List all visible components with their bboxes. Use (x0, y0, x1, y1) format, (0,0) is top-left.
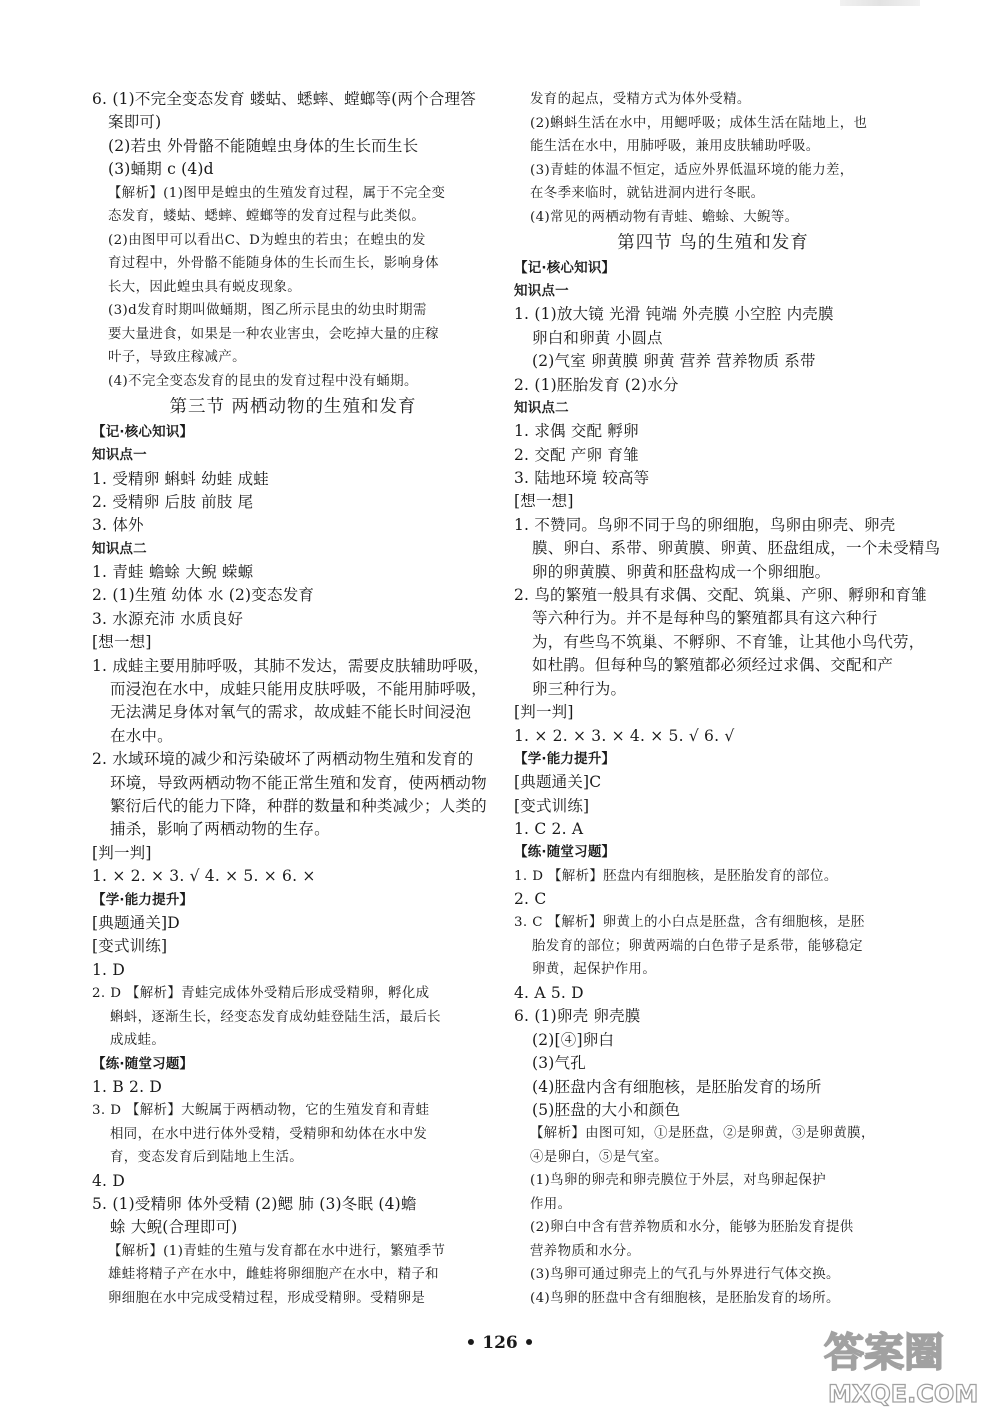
text-line: (4)常见的两栖动物有青蛙、蟾蜍、大鲵等。 (530, 209, 799, 225)
text-line: 在水中。 (110, 726, 173, 745)
section-label: 知识点二 (92, 540, 147, 557)
section-heading: 第四节 鸟的生殖和发育 (617, 233, 809, 253)
text-line: 2. (1)胚胎发育 (2)水分 (514, 375, 679, 394)
text-line: (3)鸟卵可通过卵壳上的气孔与外界进行气体交换。 (530, 1267, 840, 1283)
text-line: 1. D 【解析】胚盘内有细胞核，是胚胎发育的部位。 (514, 868, 838, 884)
text-line: 1. C 2. A (514, 819, 584, 838)
section-label: 【记·核心知识】 (92, 424, 194, 441)
text-line: [想一想] (92, 633, 152, 652)
text-line: 3. 水源充沛 水质良好 (92, 609, 244, 628)
text-line: (2)若虫 外骨骼不能随蝗虫身体的生长而生长 (108, 136, 419, 155)
text-line: (5)胚盘的大小和颜色 (532, 1100, 681, 1119)
section-label: 【学·能力提升】 (514, 750, 616, 767)
text-line: 胎发育的部位；卵黄两端的白色带子是系带，能够稳定 (532, 938, 863, 954)
text-line: 1. 青蛙 蟾蜍 大鲵 蝾螈 (92, 562, 254, 581)
text-line: 1. × 2. × 3. × 4. × 5. √ 6. √ (514, 726, 735, 745)
section-label: 【学·能力提升】 (92, 891, 194, 908)
text-line: [判一判] (92, 843, 152, 862)
text-line: 在冬季来临时，就钻进洞内进行冬眠。 (530, 186, 765, 201)
text-line: 1. 受精卵 蝌蚪 幼蛙 成蛙 (92, 469, 269, 488)
text-line: 育过程中，外骨骼不能随身体的生长而生长，影响身体 (108, 256, 439, 272)
text-line: 膜、卵白、系带、卵黄膜、卵黄、胚盘组成，一个未受精鸟 (532, 539, 941, 558)
scan-mark (840, 0, 920, 6)
text-line: 1. 不赞同。鸟卵不同于鸟的卵细胞，鸟卵由卵壳、卵壳 (514, 515, 896, 534)
text-line: 成成蛙。 (110, 1033, 166, 1049)
text-line: 雄蛙将精子产在水中，雌蛙将卵细胞产在水中，精子和 (108, 1267, 439, 1283)
text-line: (2)[④]卵白 (532, 1030, 615, 1049)
text-line: 而浸泡在水中，成蛙只能用皮肤呼吸，不能用肺呼吸， (110, 679, 487, 698)
text-line: 环境，导致两栖动物不能正常生殖和发育，使两栖动物 (110, 773, 487, 792)
section-heading: 第三节 两栖动物的生殖和发育 (169, 397, 417, 418)
text-line: 2. C (514, 890, 547, 909)
section-label: 知识点一 (514, 283, 569, 300)
right-column (514, 88, 941, 1310)
text-line: 2. 鸟的繁殖一般具有求偶、交配、筑巢、产卵、孵卵和育雏 (514, 586, 927, 605)
text-line: (4)不完全变态发育的昆虫的发育过程中没有蛹期。 (108, 373, 418, 389)
text-line: 蜍 大鲵(合理即可) (110, 1218, 238, 1237)
text-line: [想一想] (514, 492, 574, 511)
text-line: 2. 受精卵 后肢 前肢 尾 (92, 492, 254, 511)
text-line: 态发育，蝼蛄、蟋蟀、螳螂等的发育过程与此类似。 (108, 209, 426, 225)
watermark-logo-text: 答案圈 (824, 1330, 944, 1376)
text-line: (2)卵白中含有营养物质和水分，能够为胚胎发育提供 (530, 1220, 854, 1236)
text-line: (4)鸟卵的胚盘中含有细胞核，是胚胎发育的场所。 (530, 1290, 840, 1306)
text-line: 营养物质和水分。 (530, 1243, 641, 1259)
text-line: 长大，因此蝗虫具有蜕皮现象。 (108, 279, 302, 295)
text-line: 无法满足身体对氧气的需求，故成蛙不能长时间浸泡 (110, 703, 472, 722)
text-line: 3. C 【解析】卵黄上的小白点是胚盘，含有细胞核，是胚 (514, 915, 865, 931)
section-label: 【练·随堂习题】 (514, 844, 616, 861)
text-line: 5. (1)受精卵 体外受精 (2)鳃 肺 (3)冬眠 (4)蟾 (92, 1195, 417, 1214)
text-line: 发育的起点，受精方式为体外受精。 (530, 92, 751, 107)
text-line: 4. A 5. D (514, 983, 584, 1002)
text-line: [典题通关]C (514, 773, 602, 792)
text-line: 2. 交配 产卵 育雏 (514, 445, 639, 464)
text-line: (3)气孔 (532, 1054, 586, 1073)
text-line: 1. (1)放大镜 光滑 钝端 外壳膜 小空腔 内壳膜 (514, 305, 834, 324)
text-line: (2)气室 卵黄膜 卵黄 营养 营养物质 系带 (532, 352, 816, 371)
text-line: (3)蛹期 c (4)d (108, 160, 214, 179)
section-label: 【记·核心知识】 (514, 260, 616, 276)
text-line: 2. (1)生殖 幼体 水 (2)变态发育 (92, 586, 315, 605)
page-number: • 126 • (465, 1333, 535, 1353)
text-line: [判一判] (514, 703, 574, 722)
text-line: (3)d发育时期叫做蛹期，图乙所示昆虫的幼虫时期需 (108, 303, 427, 319)
text-line: 2. D 【解析】青蛙完成体外受精后形成受精卵，孵化成 (92, 986, 430, 1002)
text-line: 【解析】(1)青蛙的生殖与发育都在水中进行，繁殖季节 (108, 1243, 446, 1259)
watermark-url: MXQE.COM (828, 1380, 979, 1408)
section-label: 知识点二 (514, 400, 569, 417)
text-line: (3)青蛙的体温不恒定，适应外界低温环境的能力差， (530, 162, 854, 178)
text-line: 繁衍后代的能力下降，种群的数量和种类减少；人类的 (110, 797, 487, 816)
text-line: [典题通关]D (92, 913, 180, 932)
text-line: 卵黄，起保护作用。 (532, 962, 657, 978)
text-line: 卵三种行为。 (532, 679, 627, 698)
text-line: 3. 陆地环境 较高等 (514, 469, 650, 488)
text-line: 6. (1)卵壳 卵壳膜 (514, 1007, 641, 1026)
text-line: 3. 体外 (92, 516, 144, 535)
text-line: 案即可) (108, 113, 162, 132)
text-line: 1. 成蛙主要用肺呼吸，其肺不发达，需要皮肤辅助呼吸， (92, 656, 490, 675)
text-line: [变式训练] (92, 937, 168, 956)
text-line: 1. × 2. × 3. √ 4. × 5. × 6. × (92, 867, 316, 886)
text-line: 卵白和卵黄 小圆点 (532, 328, 663, 347)
text-line: 1. B 2. D (92, 1077, 162, 1096)
text-line: 叶子，导致庄稼减产。 (108, 350, 246, 366)
text-line: 1. 求偶 交配 孵卵 (514, 422, 639, 441)
text-line: 能生活在水中，用肺呼吸，兼用皮肤辅助呼吸。 (530, 139, 820, 154)
text-line: 4. D (92, 1171, 125, 1190)
text-line: 卵的卵黄膜、卵黄和胚盘构成一个卵细胞。 (532, 562, 831, 581)
text-line: 等六种行为。并不是每种鸟的繁殖都具有这六种行 (532, 609, 878, 628)
section-label: 知识点一 (92, 447, 147, 464)
text-line: (4)胚盘内含有细胞核，是胚胎发育的场所 (532, 1077, 822, 1096)
text-line: [变式训练] (514, 796, 590, 815)
text-line: (2)蝌蚪生活在水中，用鳃呼吸；成体生活在陆地上，也 (530, 115, 868, 131)
text-line: 6. (1)不完全变态发育 蝼蛄、蟋蟀、螳螂等(两个合理答 (92, 90, 476, 108)
text-line: 【解析】(1)图甲是蝗虫的生殖发育过程，属于不完全变 (108, 185, 446, 201)
text-line: 为，有些鸟不筑巢、不孵卵、不育雏，让其他小鸟代劳， (532, 632, 925, 651)
watermark-logo (818, 1318, 988, 1410)
left-column (92, 88, 494, 1310)
text-line: 育，变态发育后到陆地上生活。 (110, 1150, 304, 1166)
text-line: 1. D (92, 960, 125, 979)
text-line: 如杜鹃。但每种鸟的繁殖都必须经过求偶、交配和产 (532, 656, 894, 675)
text-line: 2. 水域环境的减少和污染破坏了两栖动物生殖和发育的 (92, 750, 474, 769)
text-line: 【解析】由图可知，①是胚盘，②是卵黄，③是卵黄膜， (530, 1126, 875, 1142)
text-line: 作用。 (530, 1196, 572, 1212)
text-line: 3. D 【解析】大鲵属于两栖动物，它的生殖发育和青蛙 (92, 1103, 430, 1119)
section-label: 【练·随堂习题】 (92, 1055, 194, 1072)
text-line: 相同，在水中进行体外受精，受精卵和幼体在水中发 (110, 1126, 428, 1142)
text-line: (2)由图甲可以看出C、D为蝗虫的若虫；在蝗虫的发 (108, 232, 426, 248)
text-line: 要大量进食，如果是一种农业害虫，会吃掉大量的庄稼 (108, 326, 439, 342)
text-line: 捕杀，影响了两栖动物的生存。 (110, 820, 330, 839)
text-line: ④是卵白，⑤是气室。 (530, 1149, 668, 1165)
text-line: 蝌蚪，逐渐生长，经变态发育成幼蛙登陆生活，最后长 (110, 1009, 441, 1025)
text-line: 卵细胞在水中完成受精过程，形成受精卵。受精卵是 (108, 1290, 426, 1306)
text-line: (1)鸟卵的卵壳和卵壳膜位于外层，对鸟卵起保护 (530, 1173, 826, 1189)
